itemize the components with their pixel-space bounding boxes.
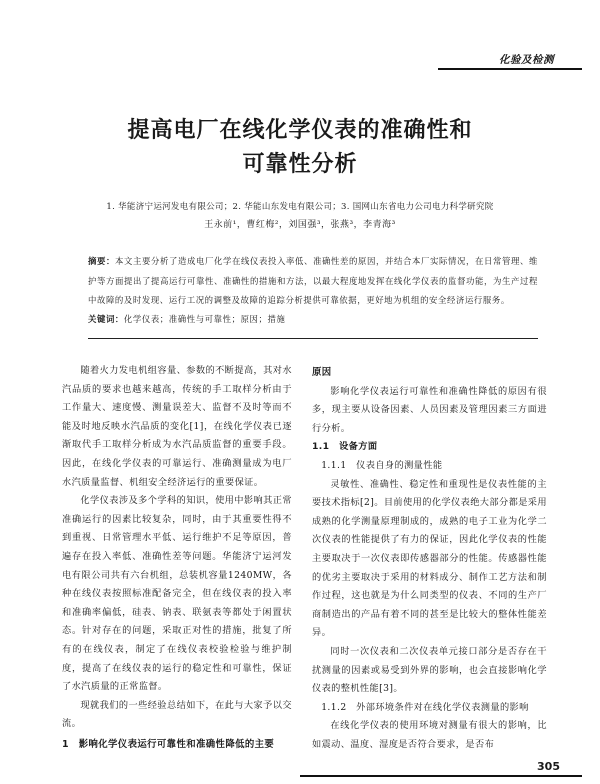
body-paragraph: 同时一次仪表和二次仪表单元接口部分是否存在干扰测量的因素或易受到外界的影响，也会直接影响化学仪表的整机性能[3]。 (312, 645, 547, 695)
keywords-text: 化学仪表；准确性与可靠性；原因；措施 (123, 314, 286, 324)
body-paragraph: 在线化学仪表的使用环境对测量有很大的影响，比如震动、温度、湿度是否符合要求，是否布 (312, 720, 547, 750)
section-heading-1-1-1: 1.1.1 仪表自身的测量性能 (321, 459, 443, 471)
section-heading-1-1-2: 1.1.2 外部环境条件对在线化学仪表测量的影响 (321, 701, 529, 713)
section-heading-1-cont: 原因 (312, 367, 332, 378)
header-rule (438, 68, 582, 70)
body-paragraph: 影响化学仪表运行可靠性和准确性降低的原因有很多，现主要从设备因素、人员因素及管理因素三方面进行分析。 (312, 385, 547, 434)
body-paragraph: 灵敏性、准确性、稳定性和重现性是仪表性能的主要技术指标[2]。目前使用的化学仪表绝大部分都是采用成熟的化学测量原理制成的，成熟的电子工业为化学二次仪表的性能提供了有力的保证，因此化学仪表的性能主要取决于一次仪表即传感器部分的性能。传感器性能的优劣主要取决于采用的材料成分、制作工艺方法和制作过程，这也就是为什么同类型的仪表、不同的生产厂商制造出的产品有着不同的甚至是比较大的整体性能差异。 (312, 478, 547, 639)
section-tag: 化验及检测 (499, 54, 554, 66)
body-paragraph: 随着火力发电机组容量、参数的不断提高，其对水汽品质的要求也越来越高，传统的手工取样分析由于工作量大、速度慢、测量误差大、监督不及时等而不能及时地反映水汽品质的变化[1]，在线化学仪表已逐渐取代手工取样分析成为水汽品质监督的重要手段。因此，在线化学仪表的可靠运行、准确测量成为电厂水汽质量监督、机组安全经济运行的重要保证。 (62, 365, 292, 488)
body-paragraph: 化学仪表涉及多个学科的知识，使用中影响其正常准确运行的因素比较复杂，同时，由于其重要性得不到重视、日常管理水平低、运行维护不足等原因，普遍存在投入率低、准确性差等问题。华能济宁运河发电有限公司共有六台机组，总装机容量1240MW，各种在线仪表按照标准配备完全，但在线仪表的投入率和准确率偏低，硅表、钠表、联氨表等都处于闲置状态。针对存在的问题，采取正对性的措施，批复了所有的在线仪表，制定了在线仪表校验检验与维护制度，提高了在线仪表的运行的稳定性和可靠性，保证了水汽质量的正常监督。 (62, 495, 292, 693)
body-paragraph: 现就我们的一些经验总结如下，在此与大家予以交流。 (62, 699, 292, 730)
title-line-2: 可靠性分析 (242, 152, 358, 177)
abstract-divider (88, 338, 538, 339)
section-heading-1-1: 1.1 设备方面 (312, 441, 378, 453)
title-line-1: 提高电厂在线化学仪表的准确性和 (127, 118, 473, 143)
footer-rule (300, 775, 582, 777)
abstract-label: 摘要： (88, 256, 116, 266)
authors: 王永前¹，曹红梅²，刘国强³，张燕³，李青海³ (204, 220, 396, 230)
abstract (88, 252, 538, 311)
article-title (0, 114, 600, 182)
keywords-label: 关键词： (88, 314, 124, 324)
keywords (88, 313, 538, 325)
left-column (62, 362, 292, 754)
page-number: 305 (537, 760, 560, 773)
section-heading-1: 1 影响化学仪表运行可靠性和准确性降低的主要 (62, 738, 275, 750)
abstract-text: 本文主要分析了造成电厂化学在线仪表投入率低、准确性差的原因，并结合本厂实际情况，在日常管理、维护等方面提出了提高运行可靠性、准确性的措施和方法，以最大程度地发挥在线化学仪表的监督功能，为生产过程中故障的及时发现、运行工况的调整及故障的追踪分析提供可靠依据，更好地为机组的安全经济运行服务。 (88, 256, 538, 305)
affiliations: 1. 华能济宁运河发电有限公司；2. 华能山东发电有限公司；3. 国网山东省电力公司电力科学研究院 (106, 202, 494, 212)
right-column (312, 362, 547, 754)
